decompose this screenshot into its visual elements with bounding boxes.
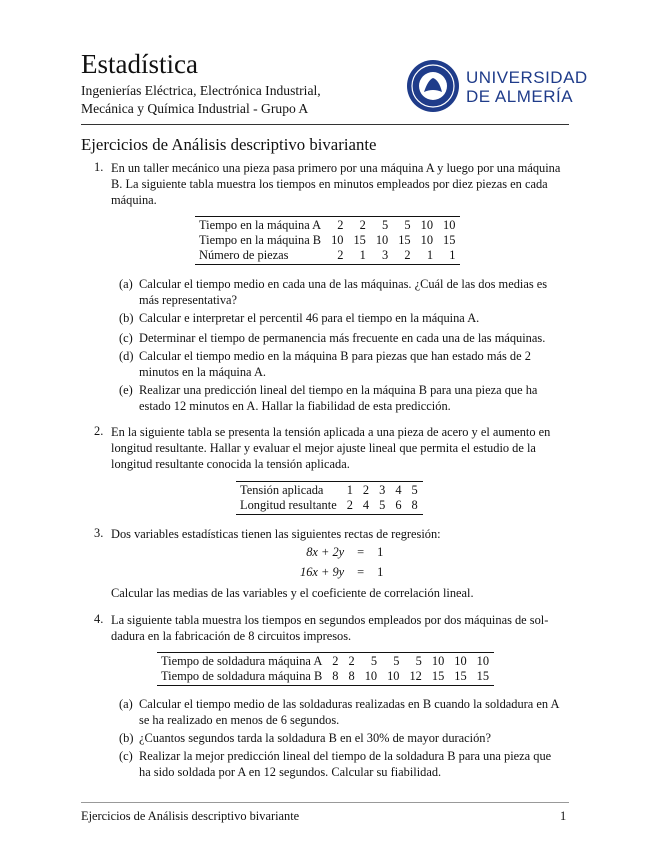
text-line: Calcular el tiempo medio de las soldaduras realizadas en B cuando la soldadura en A [139,697,560,711]
exercise-3-question: Calcular las medias de las variables y el coeficiente de correlación lineal. [111,586,474,600]
table-cell: 5 [411,483,418,497]
item-label: (c) [119,749,133,763]
item-label: (a) [119,277,133,291]
table-cell: 10 [476,654,490,668]
table-cell: 10 [431,654,445,668]
exercise-2-table [236,481,423,515]
exercise-1-item-c [119,330,571,346]
text-line: más representativa? [139,293,238,307]
table-row [195,248,460,263]
equation-rhs: 1 [377,545,384,559]
table-cell: 10 [331,233,344,247]
row-label: Tiempo en la máquina B [199,233,322,247]
document-title: Estadística [81,49,198,79]
exercise-4-table [157,652,494,686]
table-cell: 8 [348,669,355,683]
exercise-1-statement [111,160,570,208]
equation-row [295,560,388,580]
table-cell: 2 [359,218,366,232]
table-cell: 15 [443,233,456,247]
regression-equations [295,545,388,580]
table-row [236,483,423,498]
equation-rhs: 1 [377,565,384,579]
exercise-2-statement [111,424,570,472]
table-cell: 5 [379,498,386,512]
text-line: Realizar una predicción lineal del tiempo en la máquina B para una pieza que ha [139,383,538,397]
table-cell: 5 [393,654,400,668]
exercise-number: 2. [94,424,104,438]
table-cell: 4 [395,483,402,497]
table-cell: 2 [346,498,353,512]
text-line: estado 12 minutos en A. Hallar la fiabilidad de esta predicción. [139,399,451,413]
item-label: (d) [119,349,134,363]
table-cell: 2 [404,248,411,262]
table-cell: 2 [362,483,370,497]
text-line: Realizar la mejor predicción lineal del tiempo de la soldadura B para una pieza que [139,749,552,763]
text-line: longitud resultante conocida la tensión aplicada. [111,457,350,471]
row-label: Longitud resultante [240,498,337,512]
footer-divider [81,802,569,803]
row-label: Número de piezas [199,248,289,262]
table-cell: 10 [443,218,456,232]
item-label: (a) [119,697,133,711]
equation-relation: = [357,545,365,559]
exercise-4-item-b [119,730,571,746]
table-cell: 1 [346,483,353,497]
text-line: máquina. [111,193,157,207]
table-cell: 15 [476,669,490,683]
table-cell: 3 [379,483,386,497]
text-line: Calcular e interpretar el percentil 46 para el tiempo en la máquina A. [139,311,480,325]
table-cell: 4 [362,498,370,512]
table-cell: 10 [420,233,434,247]
exercise-1-item-d [119,348,571,379]
table-cell: 12 [409,669,422,683]
logo-text-university: UNIVERSIDAD [466,68,588,87]
table-cell: 15 [431,669,445,683]
table-cell: 6 [395,498,402,512]
text-line: longitud resultante. Hallar y evaluar el mejor ajuste lineal que permita el estudio de la [111,441,536,455]
table-cell: 15 [398,233,411,247]
item-label: (b) [119,731,134,745]
section-title: Ejercicios de Análisis descriptivo bivariante [81,135,377,154]
table-row [157,654,494,669]
text-line: se ha realizado en menos de 6 segundos. [139,713,340,727]
text-line: En un taller mecánico una pieza pasa primero por una máquina A y luego por una máquina [111,161,561,175]
header-divider [81,124,569,125]
equation-lhs: 16x + 9y [300,565,345,579]
exercise-4-item-a [119,696,571,727]
text-line: Calcular el tiempo medio en cada una de las máquinas. ¿Cuál de las dos medias es [139,277,548,291]
table-cell: 10 [387,669,400,683]
table-cell: 5 [382,218,389,232]
exercise-1-item-e [119,382,571,413]
equation-row [295,545,388,560]
logo-text-almeria: DE ALMERÍA [466,87,574,106]
exercise-4-item-c [119,748,571,779]
exercise-number: 3. [94,526,104,540]
row-label: Tiempo de soldadura máquina B [161,669,323,683]
exercise-1-table [195,216,460,265]
course-subtitle-line2: Mecánica y Química Industrial - Grupo A [81,101,309,116]
exercise-number: 4. [94,612,104,626]
exercise-1-item-b [119,310,571,326]
university-logo [406,58,588,114]
table-cell: 5 [370,654,378,668]
table-cell: 10 [364,669,378,683]
table-cell: 5 [415,654,422,668]
table-cell: 2 [337,248,344,262]
table-row [195,233,460,248]
table-cell: 5 [404,218,411,232]
row-label: Tensión aplicada [240,483,324,497]
table-row [195,218,460,233]
item-label: (c) [119,331,133,345]
table-cell: 2 [332,654,339,668]
table-cell: 10 [420,218,434,232]
table-cell: 10 [375,233,389,247]
page-number: 1 [560,809,567,823]
exercise-3-statement: Dos variables estadísticas tienen las siguientes rectas de regresión: [111,527,441,541]
text-line: B. La siguiente tabla muestra los tiempos en minutos empleados por diez piezas en cada [111,177,548,191]
table-cell: 1 [426,248,434,262]
table-cell: 15 [454,669,467,683]
text-line: minutos en la máquina A. [139,365,266,379]
text-line: Calcular el tiempo medio en la máquina B para piezas que han estado más de 2 [139,349,531,363]
table-cell: 8 [332,669,339,683]
text-line: En la siguiente tabla se presenta la tensión aplicada a una pieza de acero y el aumento en [111,425,551,439]
table-cell: 15 [353,233,366,247]
exercise-4-statement [111,612,570,644]
text-line: ha sido soldada por A en 12 segundos. Calcular su fiabilidad. [139,765,442,779]
exercise-1-item-a [119,276,571,307]
text-line: dadura en la fabricación de 8 circuitos impresos. [111,629,352,643]
table-cell: 8 [411,498,418,512]
table-cell: 1 [359,248,366,262]
text-line: La siguiente tabla muestra los tiempos en segundos empleados por dos máquinas de sol- [111,613,549,627]
exercise-number: 1. [94,160,104,174]
table-cell: 2 [337,218,344,232]
table-cell: 3 [382,248,389,262]
course-subtitle-line1: Ingenierías Eléctrica, Electrónica Industrial, [81,83,321,98]
item-label: (b) [119,311,134,325]
equation-lhs: 8x + 2y [306,545,345,559]
table-cell: 2 [348,654,355,668]
footer-title: Ejercicios de Análisis descriptivo bivariante [81,809,300,823]
text-line: ¿Cuantos segundos tarda la soldadura B en el 30% de mayor duración? [139,731,491,745]
row-label: Tiempo de soldadura máquina A [161,654,323,668]
row-label: Tiempo en la máquina A [199,218,322,232]
table-row [236,498,423,513]
table-cell: 1 [449,248,456,262]
equation-relation: = [357,565,365,579]
text-line: Determinar el tiempo de permanencia más frecuente en cada una de las máquinas. [139,331,546,345]
item-label: (e) [119,383,133,397]
table-cell: 10 [454,654,467,668]
table-row [157,669,494,684]
